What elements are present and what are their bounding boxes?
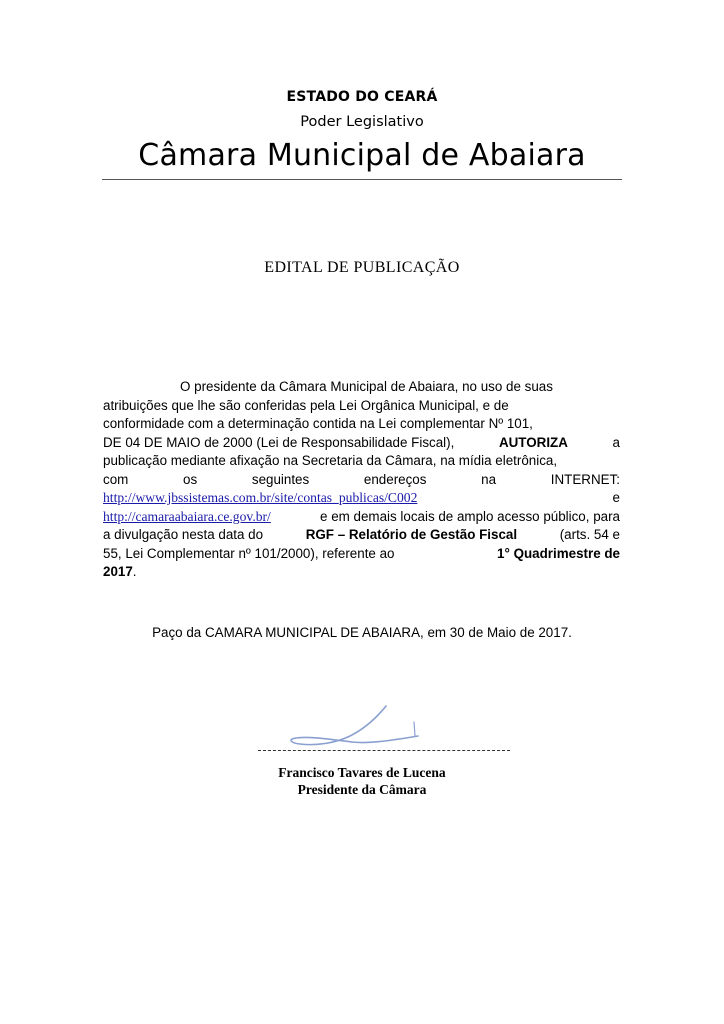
- signer-block: [0, 764, 724, 798]
- body-text-segment: e em demais locais de amplo acesso público, para: [320, 508, 620, 524]
- body-text-segment: O presidente da Câmara Municipal de Abaiara, no uso de suas: [180, 379, 553, 394]
- body-text-segment: publicação mediante afixação na Secretaria da Câmara, na mídia eletrônica,: [103, 453, 558, 468]
- body-text-segment: a divulgação nesta data do: [103, 527, 264, 542]
- signature-scribble: [282, 702, 432, 752]
- authorizes-text: AUTORIZA: [498, 434, 568, 450]
- period-text: 1° Quadrimestre de: [497, 545, 620, 561]
- body-text-segment: e: [612, 490, 620, 505]
- place-and-date: Paço da CAMARA MUNICIPAL DE ABAIARA, em 30 de Maio de 2017.: [152, 625, 572, 640]
- body-word: INTERNET:: [550, 471, 620, 487]
- body-line: [103, 378, 620, 397]
- body-line: [103, 489, 620, 508]
- rgf-report-name: RGF – Relatório de Gestão Fiscal: [305, 527, 518, 542]
- body-text-segment: (arts. 54 e: [559, 527, 620, 542]
- document-title: EDITAL DE PUBLICAÇÃO: [264, 259, 460, 276]
- body-word: com: [103, 471, 129, 487]
- body-word: os: [183, 471, 198, 487]
- body-word: seguintes: [251, 471, 310, 487]
- body-text-segment: .: [132, 564, 137, 579]
- body-line: [103, 471, 620, 490]
- body-line: [103, 452, 620, 471]
- camara-abaiara-link[interactable]: http://camaraabaiara.ce.gov.br/: [103, 508, 271, 524]
- body-line: [103, 563, 620, 582]
- body-text-segment: 55, Lei Complementar nº 101/2000), referente ao: [103, 545, 395, 561]
- body-word: endereços: [363, 471, 427, 487]
- header-divider: [102, 179, 622, 180]
- body-text-segment: atribuições que lhe são conferidas pela Lei Orgânica Municipal, e de: [103, 397, 509, 413]
- chamber-title: Câmara Municipal de Abaiara: [138, 138, 586, 173]
- legislative-branch: Poder Legislativo: [300, 114, 424, 130]
- body-text: [103, 378, 620, 582]
- body-text-segment: conformidade com a determinação contida na Lei complementar Nº 101,: [103, 416, 533, 431]
- body-text-segment: a: [612, 434, 620, 450]
- body-line: [103, 526, 620, 545]
- year-text: 2017: [103, 564, 133, 579]
- body-word: na: [481, 471, 497, 487]
- body-text-segment: DE 04 DE MAIO de 2000 (Lei de Responsabilidade Fiscal),: [103, 434, 455, 450]
- state-name: ESTADO DO CEARÁ: [286, 89, 438, 105]
- jbs-sistemas-link[interactable]: http://www.jbssistemas.com.br/site/contas_publicas/C002: [103, 490, 418, 505]
- body-line: [103, 434, 620, 453]
- body-line: [103, 545, 620, 564]
- body-line: [103, 397, 620, 416]
- signer-role: Presidente da Câmara: [297, 782, 427, 797]
- signer-name: Francisco Tavares de Lucena: [278, 765, 446, 780]
- body-line: [103, 508, 620, 527]
- signature-line: [258, 750, 510, 751]
- body-line: [103, 415, 620, 434]
